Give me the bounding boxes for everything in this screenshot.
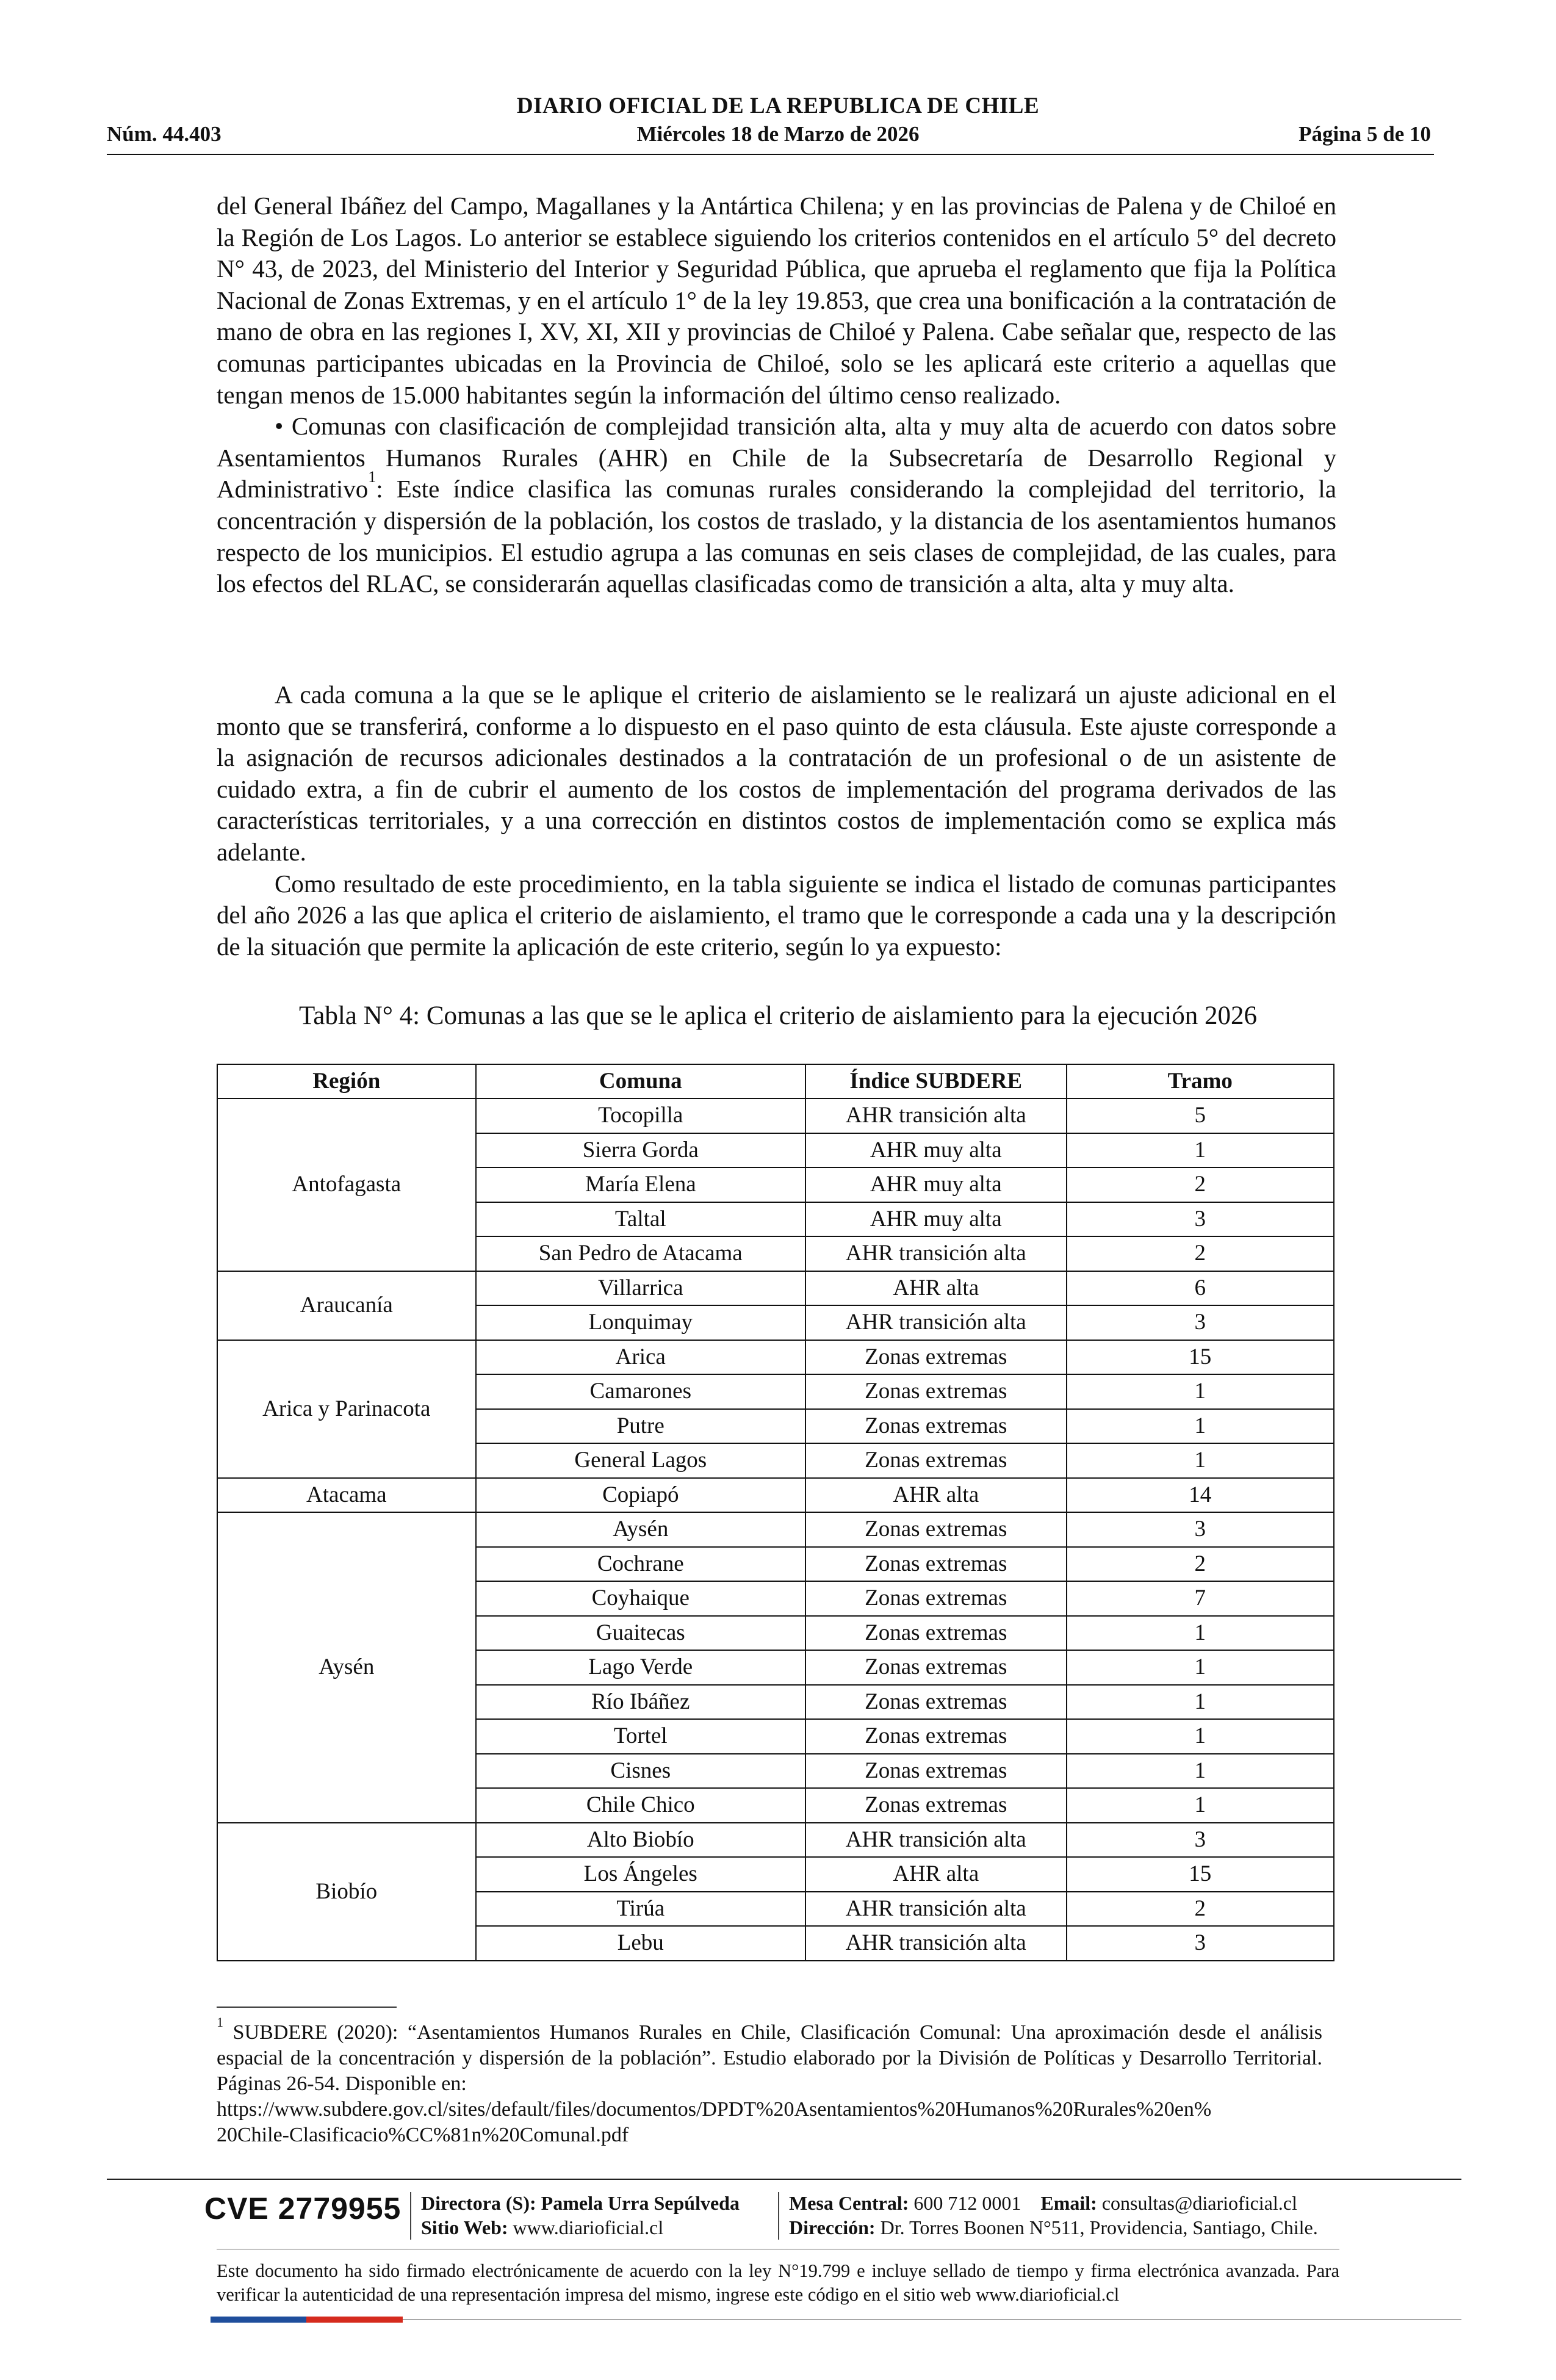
newspaper-title: DIARIO OFICIAL DE LA REPUBLICA DE CHILE — [516, 93, 1040, 118]
tramo-cell: 1 — [1067, 1443, 1334, 1478]
indice-cell: Zonas extremas — [805, 1374, 1067, 1409]
comuna-cell: Coyhaique — [476, 1581, 805, 1616]
comuna-cell: Lonquimay — [476, 1305, 805, 1340]
site-label: Sitio Web: — [421, 2216, 508, 2238]
cve-code: CVE 2779955 — [204, 2191, 402, 2226]
paragraph-3: A cada comuna a la que se le aplique el criterio de aislamiento se le realizará un ajuste adicional en el monto que se transferirá, conforme a lo dispuesto en el paso quinto de esta cláusula. Este ajuste corresponde a la asignación de recursos adicionales destinados a la contratación de un profesional o de un asistente de cuidado extra, a fin de cubrir el aumento de los costos de implementación del programa derivados de las características territoriales, y a una corrección en distintos costos de implementación como se explica más adelante. — [217, 680, 1336, 866]
tramo-cell: 1 — [1067, 1133, 1334, 1168]
comuna-cell: Arica — [476, 1340, 805, 1375]
comuna-cell: Putre — [476, 1409, 805, 1444]
director-label: Directora (S): Pamela Urra Sepúlveda — [421, 2192, 740, 2214]
tramo-cell: 2 — [1067, 1547, 1334, 1582]
footnote-ref[interactable]: 1 — [368, 468, 376, 486]
indice-cell: Zonas extremas — [805, 1719, 1067, 1754]
tramo-cell: 15 — [1067, 1340, 1334, 1375]
indice-cell: AHR transición alta — [805, 1823, 1067, 1858]
tramo-cell: 15 — [1067, 1857, 1334, 1892]
address-label: Dirección: — [789, 2216, 876, 2238]
mesa-label: Mesa Central: — [789, 2192, 909, 2214]
tramo-cell: 6 — [1067, 1271, 1334, 1306]
footnote-url-1[interactable]: https://www.subdere.gov.cl/sites/default/files/documentos/DPDT%20Asentamientos%20Humanos%20Rurales%20en% — [217, 2098, 1212, 2121]
footnote-url-2[interactable]: 20Chile-Clasificacio%CC%81n%20Comunal.pdf — [217, 2124, 629, 2146]
region-cell: Aysén — [217, 1512, 476, 1823]
indice-cell: Zonas extremas — [805, 1581, 1067, 1616]
indice-cell: Zonas extremas — [805, 1685, 1067, 1720]
flag-stripe — [211, 2317, 403, 2323]
comuna-cell: Camarones — [476, 1374, 805, 1409]
header-region: Región — [217, 1064, 476, 1098]
indice-cell: Zonas extremas — [805, 1616, 1067, 1651]
tramo-cell: 1 — [1067, 1719, 1334, 1754]
table-row — [217, 1271, 1334, 1306]
body-text-2 — [217, 679, 1336, 962]
comuna-cell: Río Ibáñez — [476, 1685, 805, 1720]
footnote — [217, 2014, 1322, 2148]
indice-cell: Zonas extremas — [805, 1443, 1067, 1478]
tramo-cell: 3 — [1067, 1512, 1334, 1547]
footer-contact-block — [789, 2191, 1318, 2240]
tramo-cell: 3 — [1067, 1823, 1334, 1858]
table-row — [217, 1823, 1334, 1858]
mesa-value: 600 712 0001 — [913, 2192, 1021, 2214]
comuna-cell: María Elena — [476, 1167, 805, 1202]
table-row — [217, 1098, 1334, 1133]
page-number: Página 5 de 10 — [1298, 122, 1431, 146]
tramo-cell: 14 — [1067, 1478, 1334, 1513]
indice-cell: AHR alta — [805, 1271, 1067, 1306]
indice-cell: AHR alta — [805, 1478, 1067, 1513]
region-cell: Biobío — [217, 1823, 476, 1961]
comuna-cell: Tirúa — [476, 1892, 805, 1927]
header-rule — [107, 154, 1434, 155]
indice-cell: AHR transición alta — [805, 1892, 1067, 1927]
tramo-cell: 7 — [1067, 1581, 1334, 1616]
comuna-cell: Cisnes — [476, 1754, 805, 1789]
paragraph-2 — [217, 411, 1336, 600]
indice-cell: Zonas extremas — [805, 1409, 1067, 1444]
table-title: Tabla N° 4: Comunas a las que se le aplica el criterio de aislamiento para la ejecución 2026 — [299, 1001, 1257, 1030]
comuna-cell: Cochrane — [476, 1547, 805, 1582]
indice-cell: Zonas extremas — [805, 1754, 1067, 1789]
indice-cell: AHR transición alta — [805, 1236, 1067, 1271]
tramo-cell: 1 — [1067, 1374, 1334, 1409]
tramo-cell: 1 — [1067, 1650, 1334, 1685]
table-row — [217, 1478, 1334, 1513]
tramo-cell: 2 — [1067, 1167, 1334, 1202]
indice-cell: Zonas extremas — [805, 1547, 1067, 1582]
comuna-cell: Chile Chico — [476, 1788, 805, 1823]
header-tramo: Tramo — [1067, 1064, 1334, 1098]
flag-red-segment — [306, 2317, 403, 2323]
paragraph-4: Como resultado de este procedimiento, en la tabla siguiente se indica el listado de comunas participantes del año 2026 a las que aplica el criterio de aislamiento, el tramo que le corresponde a cada una y la descripción de la situación que permite la aplicación de este criterio, según lo ya expuesto: — [217, 869, 1336, 961]
tramo-cell: 5 — [1067, 1098, 1334, 1133]
indice-cell: Zonas extremas — [805, 1340, 1067, 1375]
issue-number: Núm. 44.403 — [107, 122, 222, 146]
tramo-cell: 1 — [1067, 1409, 1334, 1444]
table-header-row — [217, 1064, 1334, 1098]
table-row — [217, 1340, 1334, 1375]
table-body — [217, 1098, 1334, 1961]
comuna-cell: Copiapó — [476, 1478, 805, 1513]
region-cell: Arica y Parinacota — [217, 1340, 476, 1478]
comuna-cell: General Lagos — [476, 1443, 805, 1478]
header-comuna: Comuna — [476, 1064, 805, 1098]
comuna-cell: Lago Verde — [476, 1650, 805, 1685]
indice-cell: AHR muy alta — [805, 1202, 1067, 1237]
footer-divider-1 — [410, 2192, 411, 2240]
comuna-cell: Tortel — [476, 1719, 805, 1754]
comuna-cell: Los Ángeles — [476, 1857, 805, 1892]
indice-cell: AHR transición alta — [805, 1305, 1067, 1340]
tramo-cell: 2 — [1067, 1892, 1334, 1927]
footer-top-rule — [107, 2179, 1461, 2180]
tramo-cell: 1 — [1067, 1754, 1334, 1789]
footnote-text: SUBDERE (2020): “Asentamientos Humanos Rurales en Chile, Clasificación Comunal: Una aproximación desde el análisis espacial de la concentración y dispersión de la población”. Estudio elaborado por la División de Políticas y Desarrollo Territorial. Páginas 26-54. Disponible en: — [217, 2021, 1322, 2095]
flag-blue-segment — [211, 2317, 306, 2323]
paragraph-2-end: : Este índice clasifica las comunas rurales considerando la complejidad del territorio, la concentración y dispersión de la población, los costos de traslado, y la distancia de los asentamientos humanos respecto de los municipios. El estudio agrupa a las comunas en seis clases de complejidad, de las cuales, para los efectos del RLAC, se considerarán aquellas clasificadas como de transición a alta, alta y muy alta. — [217, 475, 1336, 598]
indice-cell: AHR muy alta — [805, 1133, 1067, 1168]
comuna-cell: Alto Biobío — [476, 1823, 805, 1858]
footer-divider-2 — [778, 2192, 779, 2240]
region-cell: Antofagasta — [217, 1098, 476, 1271]
footnote-rule — [217, 2007, 397, 2008]
tramo-cell: 2 — [1067, 1236, 1334, 1271]
table-row — [217, 1512, 1334, 1547]
indice-cell: Zonas extremas — [805, 1788, 1067, 1823]
indice-cell: AHR transición alta — [805, 1926, 1067, 1961]
footer-director-block — [421, 2191, 740, 2240]
comuna-cell: San Pedro de Atacama — [476, 1236, 805, 1271]
comuna-cell: Tocopilla — [476, 1098, 805, 1133]
comuna-cell: Guaitecas — [476, 1616, 805, 1651]
tramo-cell: 3 — [1067, 1305, 1334, 1340]
address-value: Dr. Torres Boonen N°511, Providencia, Santiago, Chile. — [880, 2216, 1318, 2238]
comuna-cell: Sierra Gorda — [476, 1133, 805, 1168]
issue-date: Miércoles 18 de Marzo de 2026 — [636, 122, 920, 146]
comuna-cell: Aysén — [476, 1512, 805, 1547]
body-text — [217, 190, 1336, 600]
indice-cell: Zonas extremas — [805, 1512, 1067, 1547]
tramo-cell: 3 — [1067, 1926, 1334, 1961]
indice-cell: Zonas extremas — [805, 1650, 1067, 1685]
region-cell: Atacama — [217, 1478, 476, 1513]
indice-cell: AHR alta — [805, 1857, 1067, 1892]
paragraph-1: del General Ibáñez del Campo, Magallanes y la Antártica Chilena; y en las provincias de Palena y de Chiloé en la Región de Los Lagos. Lo anterior se establece siguiendo los criterios contenidos en el artículo 5° del decreto N° 43, de 2023, del Ministerio del Interior y Seguridad Pública, que aprueba el reglamento que fija la Política Nacional de Zonas Extremas, y en el artículo 1° de la ley 19.853, que crea una bonificación a la contratación de mano de obra en las regiones I, XV, XI, XII y provincias de Chiloé y Palena. Cabe señalar que, respecto de las comunas participantes ubicadas en la Provincia de Chiloé, solo se les aplicará este criterio a aquellas que tengan menos de 15.000 habitantes según la información del último censo realizado. — [217, 192, 1336, 409]
tramo-cell: 1 — [1067, 1788, 1334, 1823]
region-cell: Araucanía — [217, 1271, 476, 1340]
comuna-cell: Villarrica — [476, 1271, 805, 1306]
tramo-cell: 1 — [1067, 1616, 1334, 1651]
comuna-cell: Lebu — [476, 1926, 805, 1961]
indice-cell: AHR muy alta — [805, 1167, 1067, 1202]
tramo-cell: 3 — [1067, 1202, 1334, 1237]
footer-bottom-rule — [403, 2319, 1461, 2320]
email-link[interactable]: consultas@diarioficial.cl — [1101, 2192, 1297, 2214]
tramo-cell: 1 — [1067, 1685, 1334, 1720]
footnote-marker: 1 — [217, 2014, 223, 2030]
isolation-table — [217, 1064, 1334, 1961]
site-link[interactable]: www.diarioficial.cl — [513, 2216, 664, 2238]
legal-notice: Este documento ha sido firmado electrónicamente de acuerdo con la ley N°19.799 e incluye sellado de tiempo y firma electrónica avanzada. Para verificar la autenticidad de una representación impresa del mismo, ingrese este código en el sitio web www.diarioficial.cl — [217, 2260, 1339, 2305]
email-label: Email: — [1040, 2192, 1097, 2214]
header-indice: Índice SUBDERE — [805, 1064, 1067, 1098]
paragraph-2-start: • Comunas con clasificación de complejidad transición alta, alta y muy alta de acuerdo con datos sobre Asentamientos Humanos Rurales (AHR) en Chile de la Subsecretaría de Desarrollo Regional y Administrativo — [217, 412, 1336, 503]
indice-cell: AHR transición alta — [805, 1098, 1067, 1133]
comuna-cell: Taltal — [476, 1202, 805, 1237]
